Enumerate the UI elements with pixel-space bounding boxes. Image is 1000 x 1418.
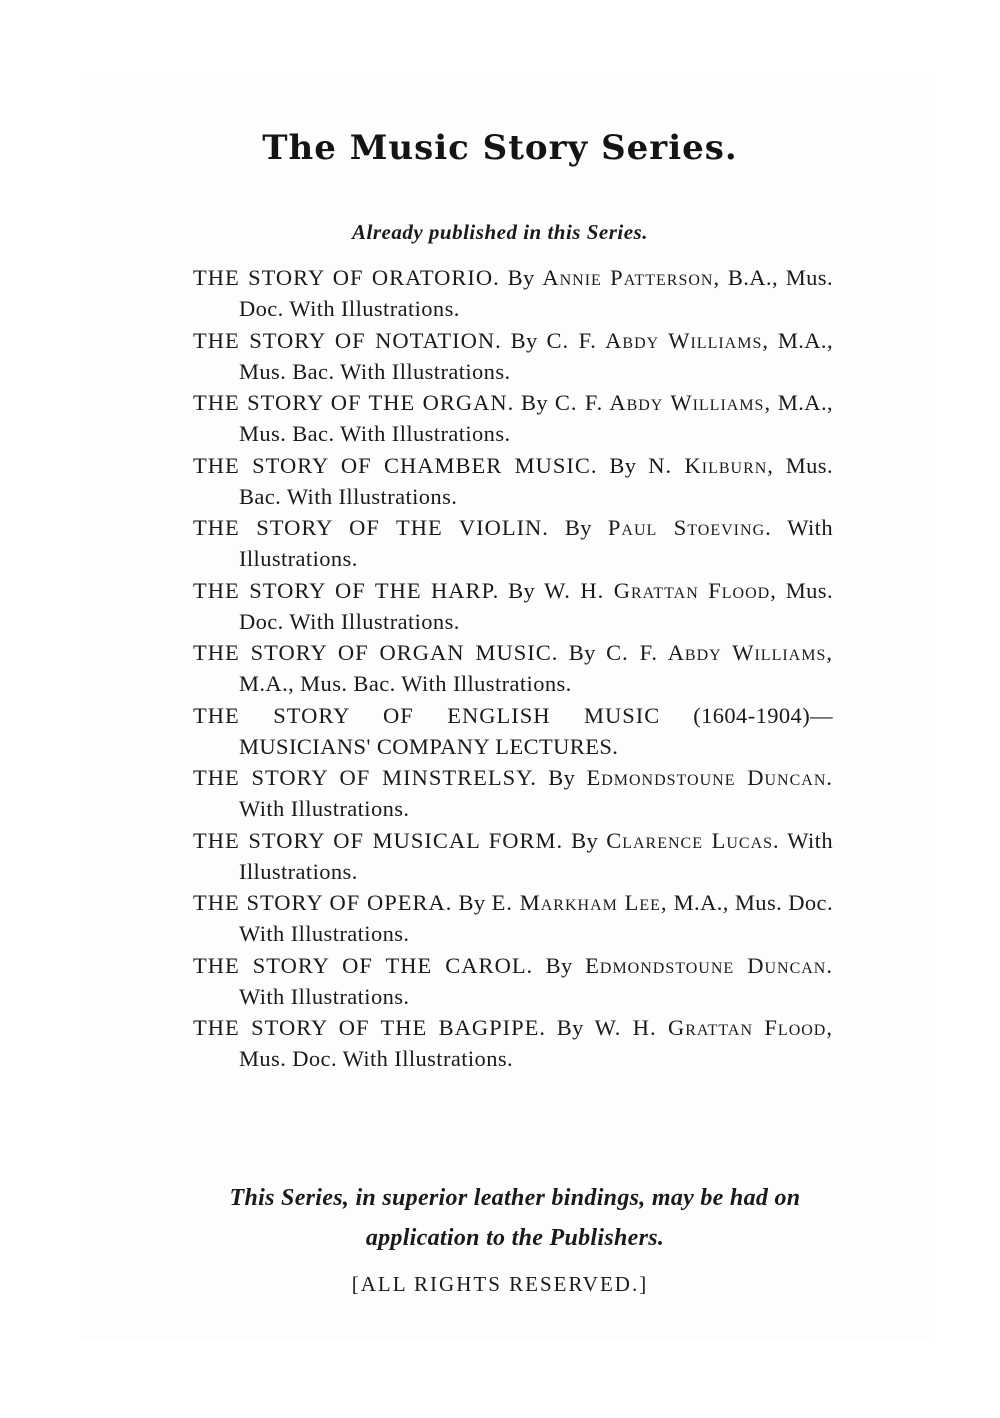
rights-notice: [ALL RIGHTS RESERVED.] — [351, 1272, 649, 1296]
book-by: By — [545, 952, 573, 978]
book-author: C. F. Abdy Williams, — [606, 640, 833, 665]
book-details: Mus. Bac. With Illustrations. — [239, 452, 833, 509]
book-entry — [193, 825, 833, 888]
book-details: (1604-1904)— MUSICIANS' COMPANY LECTURES. — [239, 702, 833, 759]
book-by: By — [568, 640, 596, 665]
book-title: THE STORY OF ORATORIO. — [193, 265, 500, 290]
bindings-note: This Series, in superior leather bindings, may be had on application to the Publishers. — [229, 1185, 801, 1251]
book-author: Annie Patterson, — [542, 265, 721, 290]
book-list — [193, 262, 833, 1075]
book-entry — [193, 950, 833, 1013]
book-entry — [193, 700, 833, 763]
book-entry — [193, 887, 833, 950]
book-details: With Illustrations. — [239, 983, 410, 1009]
book-details: Mus. Doc. With Illustrations. — [239, 1046, 514, 1071]
book-author: Clarence Lucas. — [606, 827, 780, 853]
book-by: By — [564, 515, 592, 540]
book-title: THE STORY OF CHAMBER MUSIC. — [193, 452, 598, 478]
book-title: THE STORY OF THE BAGPIPE. — [193, 1015, 546, 1040]
book-by: By — [458, 890, 486, 915]
book-entry — [193, 637, 833, 700]
book-author: W. H. Grattan Flood, — [594, 1015, 833, 1040]
book-title: THE STORY OF NOTATION. — [193, 327, 502, 353]
book-details: M.A., Mus. Doc. With Illustrations. — [239, 890, 833, 946]
book-details: With Illustrations. — [239, 515, 833, 571]
series-subtitle: Already published in this Series. — [352, 220, 648, 244]
book-author: Edmondstoune Duncan. — [586, 765, 834, 790]
book-details: B.A., Mus. Doc. With Illustrations. — [239, 265, 833, 321]
book-entry — [193, 450, 833, 513]
book-entry — [193, 262, 833, 325]
book-by: By — [571, 827, 599, 853]
book-entry — [193, 1012, 833, 1075]
book-title: THE STORY OF THE HARP. — [193, 577, 500, 603]
book-by: By — [507, 265, 535, 290]
book-title: THE STORY OF ENGLISH MUSIC — [193, 702, 661, 728]
book-entry — [193, 762, 833, 825]
book-title: THE STORY OF MINSTRELSY. — [193, 765, 538, 790]
book-details: With Illustrations. — [239, 796, 410, 821]
book-by: By — [548, 765, 576, 790]
book-title: THE STORY OF THE ORGAN. — [193, 390, 515, 415]
book-details: Mus. Doc. With Illustrations. — [239, 577, 833, 634]
book-by: By — [556, 1015, 584, 1040]
book-by: By — [521, 390, 549, 415]
book-title: THE STORY OF MUSICAL FORM. — [193, 827, 564, 853]
book-entry — [193, 512, 833, 575]
book-author: Paul Stoeving. — [607, 515, 772, 540]
book-title: THE STORY OF ORGAN MUSIC. — [193, 640, 559, 665]
book-title: THE STORY OF OPERA. — [193, 890, 453, 915]
book-details: With Illustrations. — [239, 827, 833, 884]
book-title: THE STORY OF THE VIOLIN. — [193, 515, 549, 540]
book-author: E. Markham Lee, — [491, 890, 668, 915]
book-title: THE STORY OF THE CAROL. — [193, 952, 534, 978]
book-details: M.A., Mus. Bac. With Illustrations. — [239, 671, 572, 696]
book-details: M.A., Mus. Bac. With Illustrations. — [239, 390, 833, 446]
book-entry — [193, 575, 833, 638]
book-entry — [193, 325, 833, 388]
book-author: Edmondstoune Duncan. — [585, 952, 833, 978]
book-author: C. F. Abdy Williams, — [554, 390, 772, 415]
book-entry — [193, 387, 833, 450]
book-author: N. Kilburn, — [648, 452, 774, 478]
series-title: The Music Story Series. — [262, 128, 738, 168]
book-by: By — [609, 452, 637, 478]
book-author: C. F. Abdy Williams, — [546, 327, 769, 353]
book-details: M.A., Mus. Bac. With Illustrations. — [239, 327, 833, 384]
book-by: By — [510, 327, 538, 353]
book-author: W. H. Grattan Flood, — [544, 577, 777, 603]
book-by: By — [508, 577, 536, 603]
